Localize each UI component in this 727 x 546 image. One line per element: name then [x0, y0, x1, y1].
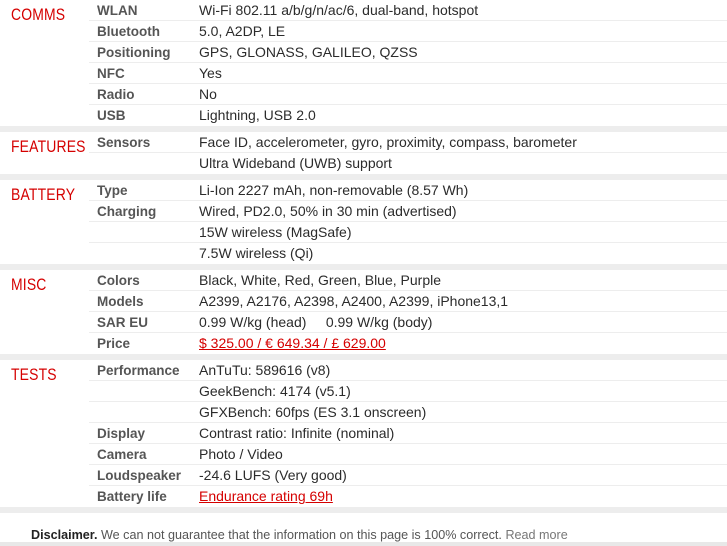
- spec-label[interactable]: Models: [97, 294, 144, 309]
- spec-label[interactable]: Loudspeaker: [97, 468, 182, 483]
- section-title[interactable]: TESTS: [11, 365, 57, 384]
- spec-row: [89, 243, 727, 264]
- spec-label[interactable]: Camera: [97, 447, 147, 462]
- spec-row: [89, 465, 727, 486]
- spec-label[interactable]: Positioning: [97, 45, 171, 60]
- spec-value: [199, 486, 727, 507]
- spec-row: [89, 333, 727, 354]
- spec-row: [89, 423, 727, 444]
- spec-label[interactable]: Type: [97, 183, 128, 198]
- section-title[interactable]: MISC: [11, 275, 47, 294]
- spec-label[interactable]: Sensors: [97, 135, 151, 150]
- spec-value: Wi-Fi 802.11 a/b/g/n/ac/6, dual-band, hotspot: [199, 2, 479, 18]
- spec-label[interactable]: Colors: [97, 273, 140, 288]
- spec-row: [89, 201, 727, 222]
- spec-row: [89, 270, 727, 291]
- spec-value: 7.5W wireless (Qi): [199, 245, 314, 261]
- spec-section-battery: [0, 180, 727, 270]
- spec-value: A2399, A2176, A2398, A2400, A2399, iPhone13,1: [199, 293, 509, 309]
- spec-value: GeekBench: 4174 (v5.1): [199, 383, 351, 399]
- spec-label[interactable]: Price: [97, 336, 131, 351]
- spec-label[interactable]: Bluetooth: [97, 24, 160, 39]
- spec-row: [89, 153, 727, 174]
- spec-row: [89, 42, 727, 63]
- spec-value-link[interactable]: $ 325.00 / € 649.34 / £ 629.00: [199, 335, 386, 351]
- spec-value: Face ID, accelerometer, gyro, proximity, compass, barometer: [199, 134, 577, 150]
- spec-value: Ultra Wideband (UWB) support: [199, 155, 392, 171]
- spec-value: Wired, PD2.0, 50% in 30 min (advertised): [199, 203, 457, 219]
- spec-label: [89, 402, 199, 422]
- spec-row: [89, 312, 727, 333]
- spec-value: 0.99 W/kg (head) 0.99 W/kg (body): [199, 314, 433, 330]
- spec-value: Contrast ratio: Infinite (nominal): [199, 425, 395, 441]
- spec-label[interactable]: USB: [97, 108, 126, 123]
- spec-value: Black, White, Red, Green, Blue, Purple: [199, 272, 441, 288]
- spec-value: AnTuTu: 589616 (v8): [199, 362, 331, 378]
- spec-section-misc: [0, 270, 727, 360]
- spec-value: No: [199, 86, 217, 102]
- spec-label[interactable]: SAR EU: [97, 315, 149, 330]
- spec-label: [89, 153, 199, 174]
- spec-row: [89, 0, 727, 21]
- spec-row: [89, 381, 727, 402]
- spec-value: 15W wireless (MagSafe): [199, 224, 352, 240]
- spec-row: [89, 486, 727, 507]
- spec-value-link[interactable]: Endurance rating 69h: [199, 488, 333, 504]
- disclaimer-text: We can not guarantee that the information on this page is 100% correct.: [97, 528, 506, 542]
- spec-label[interactable]: Battery life: [97, 489, 167, 504]
- bottom-divider: [0, 542, 727, 546]
- section-title[interactable]: FEATURES: [11, 137, 86, 156]
- spec-value: 5.0, A2DP, LE: [199, 23, 286, 39]
- spec-row: [89, 360, 727, 381]
- spec-value: GPS, GLONASS, GALILEO, QZSS: [199, 44, 418, 60]
- spec-value: Yes: [199, 65, 222, 81]
- spec-row: [89, 222, 727, 243]
- spec-section-tests: [0, 360, 727, 513]
- spec-section-comms: [0, 0, 727, 132]
- spec-value: Lightning, USB 2.0: [199, 107, 316, 123]
- spec-label[interactable]: Radio: [97, 87, 135, 102]
- spec-row: [89, 291, 727, 312]
- spec-row: [89, 444, 727, 465]
- spec-label[interactable]: NFC: [97, 66, 125, 81]
- spec-value: -24.6 LUFS (Very good): [199, 467, 347, 483]
- spec-value: Photo / Video: [199, 446, 283, 462]
- spec-label[interactable]: Charging: [97, 204, 157, 219]
- spec-value: [199, 333, 727, 354]
- section-title[interactable]: COMMS: [11, 5, 66, 24]
- read-more-link[interactable]: Read more: [505, 528, 568, 542]
- spec-label[interactable]: Display: [97, 426, 146, 441]
- spec-row: [89, 105, 727, 126]
- disclaimer-title: Disclaimer.: [31, 528, 98, 542]
- spec-label: [89, 222, 199, 242]
- section-title[interactable]: BATTERY: [11, 185, 76, 204]
- spec-section-features: [0, 132, 727, 180]
- spec-row: [89, 180, 727, 201]
- spec-label[interactable]: Performance: [97, 363, 180, 378]
- spec-label: [89, 243, 199, 264]
- spec-label: [89, 381, 199, 401]
- spec-value: GFXBench: 60fps (ES 3.1 onscreen): [199, 404, 427, 420]
- spec-row: [89, 21, 727, 42]
- spec-label[interactable]: WLAN: [97, 3, 138, 18]
- spec-row: [89, 132, 727, 153]
- spec-value: Li-Ion 2227 mAh, non-removable (8.57 Wh): [199, 182, 469, 198]
- spec-row: [89, 402, 727, 423]
- spec-row: [89, 63, 727, 84]
- disclaimer: [0, 513, 727, 542]
- spec-row: [89, 84, 727, 105]
